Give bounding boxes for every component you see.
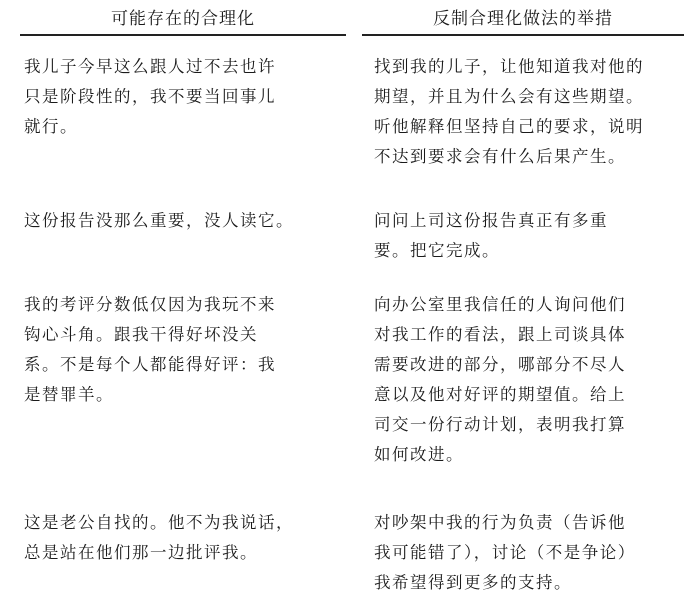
header-rule-right (362, 34, 684, 36)
row-1-countermeasure: 找到我的儿子，让他知道我对他的 期望，并且为什么会有这些期望。 听他解释但坚持自己的要求，说明 不达到要求会有什么后果产生。 (374, 57, 644, 166)
row-3-rationalization: 我的考评分数低仅因为我玩不来 钩心斗角。跟我干得好坏没关 系。不是每个人都能得好评：我 是替罪羊。 (24, 295, 276, 404)
column-header-countermeasure: 反制合理化做法的举措 (433, 9, 613, 29)
row-1-rationalization: 我儿子今早这么跟人过不去也许 只是阶段性的，我不要当回事儿 就行。 (24, 57, 276, 136)
row-2-countermeasure: 问问上司这份报告真正有多重 要。把它完成。 (374, 211, 608, 260)
column-header-rationalization: 可能存在的合理化 (111, 9, 255, 29)
row-4-rationalization: 这是老公自找的。他不为我说话， 总是站在他们那一边批评我。 (24, 513, 294, 562)
row-2-rationalization: 这份报告没那么重要，没人读它。 (24, 211, 294, 230)
header-rule-left (20, 34, 346, 36)
row-4-countermeasure: 对吵架中我的行为负责（告诉他 我可能错了），讨论（不是争论） 我希望得到更多的支持。 (374, 513, 636, 592)
row-3-countermeasure: 向办公室里我信任的人询问他们 对我工作的看法，跟上司谈具体 需要改进的部分，哪部分不尽人 意以及他对好评的期望值。给上 司交一份行动计划，表明我打算 如何改进。 (374, 295, 626, 464)
